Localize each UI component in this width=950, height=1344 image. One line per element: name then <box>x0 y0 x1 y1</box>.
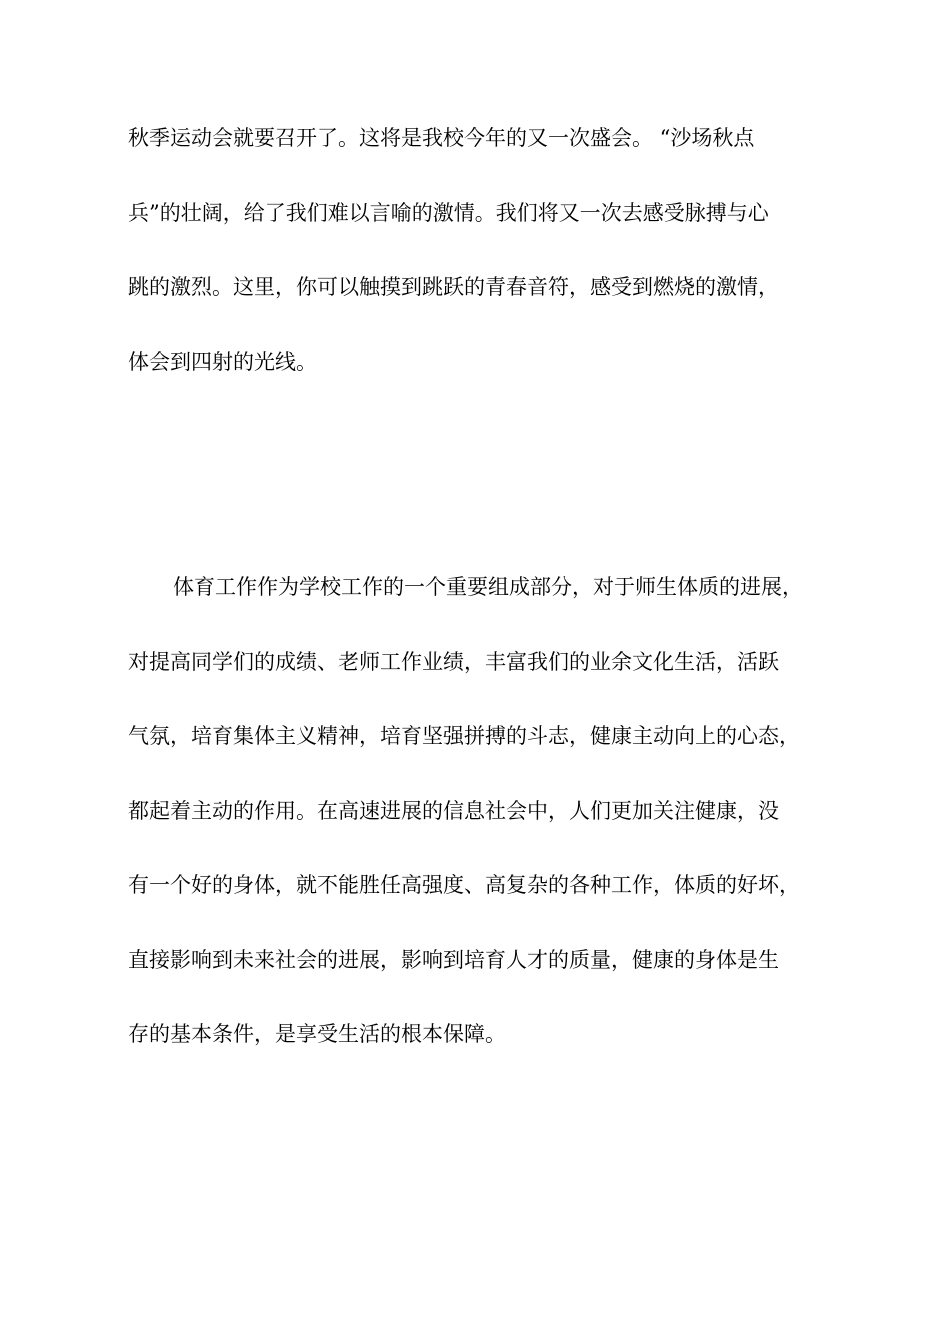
paragraph-sports-importance <box>128 576 828 1098</box>
text-line: 都起着主动的作用。在高速进展的信息社会中，人们更加关注健康，没 <box>128 798 779 823</box>
text-line: 体会到四射的光线。 <box>128 349 317 374</box>
text-line: 存的基本条件，是享受生活的根本保障。 <box>128 1022 506 1046</box>
text-line: 对提高同学们的成绩、老师工作业绩，丰富我们的业余文化生活，活跃 <box>128 649 779 674</box>
text-line: 秋季运动会就要召开了。这将是我校今年的又一次盛会。 “沙场秋点 <box>128 126 755 150</box>
text-line: 有一个好的身体，就不能胜任高强度、高复杂的各种工作，体质的好坏， <box>128 873 800 897</box>
text-line: 跳的激烈。这里，你可以触摸到跳跃的青春音符，感受到燃烧的激情， <box>128 275 779 299</box>
paragraph-sports-meet-intro <box>128 127 828 425</box>
text-line: 兵”的壮阔，给了我们难以言喻的激情。我们将又一次去感受脉搏与心 <box>128 200 769 225</box>
text-line: 气氛，培育集体主义精神，培育坚强拼搏的斗志，健康主动向上的心态， <box>128 724 800 748</box>
text-line: 体育工作作为学校工作的一个重要组成部分，对于师生体质的进展， <box>173 575 803 599</box>
text-line: 直接影响到未来社会的进展，影响到培育人才的质量，健康的身体是生 <box>128 947 779 972</box>
